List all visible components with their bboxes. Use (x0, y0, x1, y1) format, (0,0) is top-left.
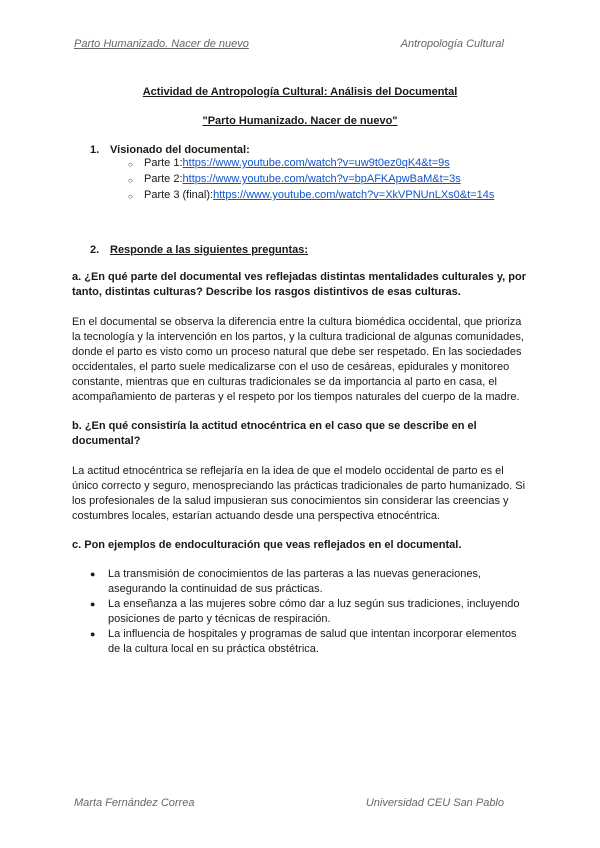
section-2-heading (72, 244, 528, 256)
question-b: b. ¿En qué consistiría la actitud etnocéntrica en el caso que se describe en el documental? (72, 420, 477, 447)
circle-bullet-icon: ○ (128, 192, 133, 201)
section-viewing (72, 144, 528, 204)
video-link-part-1[interactable]: https://www.youtube.com/watch?v=uw9t0ez0qK4&t=9s (182, 157, 450, 169)
section-2-title: Responde a las siguientes preguntas: (110, 244, 309, 256)
endoculturation-examples-list (72, 567, 528, 657)
question-c: c. Pon ejemplos de endoculturación que veas reflejados en el documental. (72, 539, 462, 551)
document-body (72, 86, 528, 657)
section-questions (72, 244, 528, 657)
section-1-number: 1. (90, 144, 100, 156)
bullet-dot-icon: ● (90, 569, 96, 579)
document-title: Actividad de Antropología Cultural: Análisis del Documental (142, 86, 458, 98)
footer-left-text: Marta Fernández Correa (74, 797, 195, 809)
section-1-heading (72, 144, 528, 156)
circle-bullet-icon: ○ (128, 160, 133, 169)
footer-right-text: Universidad CEU San Pablo (365, 797, 504, 809)
list-item (90, 627, 528, 657)
video-link-label: Parte 1: (144, 157, 183, 169)
circle-bullet-icon: ○ (128, 176, 133, 185)
list-item-text: La transmisión de conocimientos de las parteras a las nuevas generaciones, asegurando la continuidad de sus prácticas. (108, 568, 481, 595)
question-a: a. ¿En qué parte del documental ves reflejadas distintas mentalidades culturales y, por tanto, distintas culturas? Describe los rasgos distintivos de esas culturas. (72, 271, 526, 298)
video-link-list (72, 156, 528, 204)
video-link-part-3[interactable]: https://www.youtube.com/watch?v=XkVPNUnLXs0&t=14s (213, 189, 495, 201)
answer-b: La actitud etnocéntrica se reflejaría en la idea de que el modelo occidental de parto es el único correcto y seguro, menospreciando las prácticas tradicionales de parto humanizado. Si los profesionales de la salud impusieran sus conocimientos sin considerar las creencias y costumbres locales, estarían actuando desde una perspectiva etnocéntrica. (72, 465, 526, 522)
list-item-text: La influencia de hospitales y programas de salud que intentan incorporar elementos de la cultura local en su práctica obstétrica. (108, 628, 517, 655)
answer-a: En el documental se observa la diferencia entre la cultura biomédica occidental, que prioriza la tecnología y la intervención en los partos, y la cultura tradicional de algunas comunidades, donde el parto es visto como un proceso natural que debe ser respetado. En las sociedades occidentales, el parto suele medicalizarse con el uso de cesáreas, epidurales y monitoreo constante, mientras que en culturas tradicionales se da importancia al parto en casa, el acompañamiento de parteras y el respeto por los tiempos naturales del cuerpo de la madre. (72, 316, 524, 403)
bullet-dot-icon: ● (90, 629, 96, 639)
page-footer (74, 797, 504, 809)
header-right-text: Antropología Cultural (400, 38, 504, 50)
list-item (90, 567, 528, 597)
section-1-title: Visionado del documental: (110, 144, 250, 156)
page-header (74, 38, 504, 50)
section-2-number: 2. (90, 244, 100, 256)
header-left-text: Parto Humanizado. Nacer de nuevo (74, 38, 249, 50)
video-link-item (128, 188, 528, 204)
video-link-item (128, 172, 528, 188)
list-item-text: La enseñanza a las mujeres sobre cómo dar a luz según sus tradiciones, incluyendo posiciones de parto y técnicas de respiración. (108, 598, 520, 625)
video-link-label: Parte 3 (final): (144, 189, 214, 201)
list-item (90, 597, 528, 627)
video-link-item (128, 156, 528, 172)
video-link-part-2[interactable]: https://www.youtube.com/watch?v=bpAFKApwBaM&t=3s (182, 173, 461, 185)
video-link-label: Parte 2: (144, 173, 183, 185)
bullet-dot-icon: ● (90, 599, 96, 609)
document-subtitle: "Parto Humanizado. Nacer de nuevo" (202, 115, 398, 127)
